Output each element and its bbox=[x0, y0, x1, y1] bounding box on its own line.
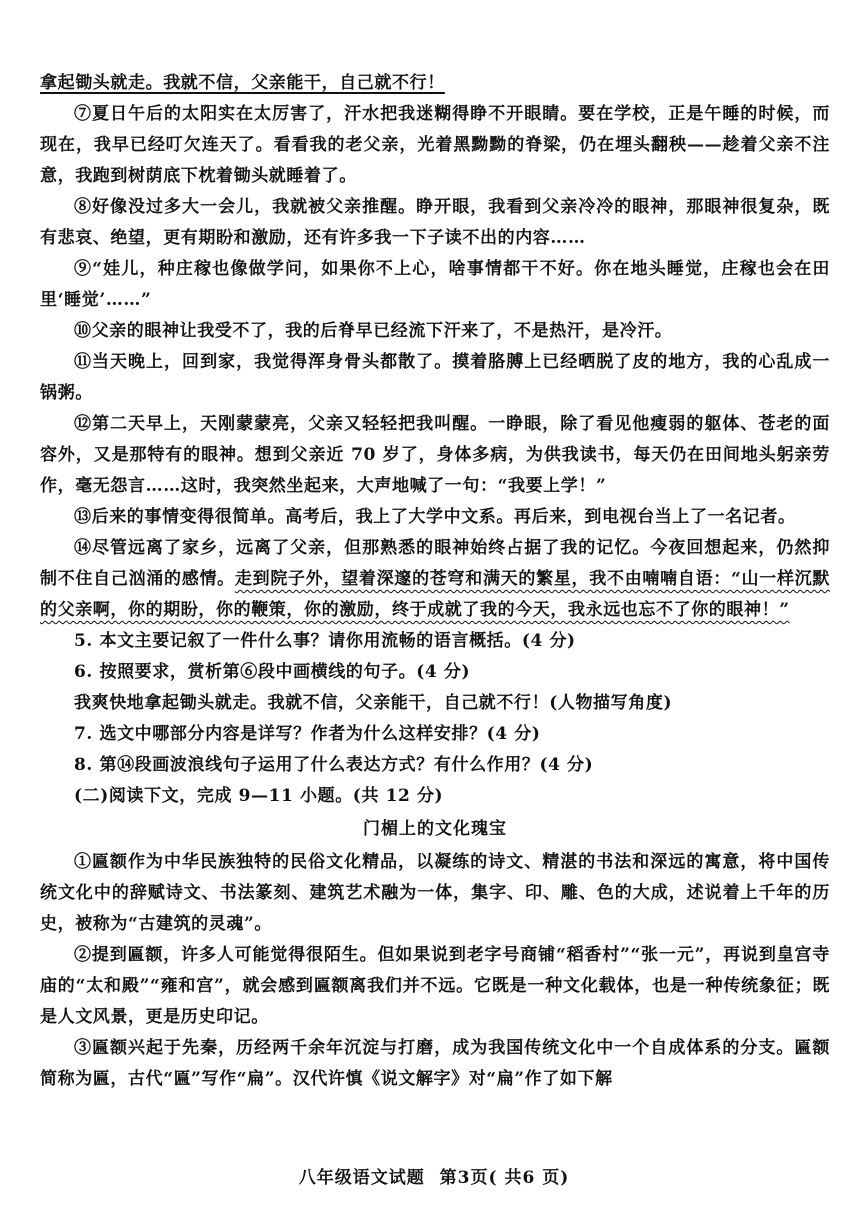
paragraph-14-start: ⑭尽管远离了家乡，远离了父亲，但那熟悉的眼神始终占据了我的记忆。今夜回想起来，仍然抑制不住自己汹涌的感情。 bbox=[40, 538, 830, 589]
paragraph-14-wavy-sentence: 走到院子外，望着深邃的苍穹和满天的繁星，我不由喃喃自语：“山一样沉默的父亲啊，你的期盼，你的鞭策，你的激励，终于成就了我的今天，我永远也忘不了你的眼神！” bbox=[40, 569, 830, 620]
page-footer bbox=[0, 1163, 868, 1188]
section-2-heading: (二)阅读下文，完成 9—11 小题。(共 12 分) bbox=[74, 786, 444, 806]
paragraph-8: ⑧好像没过多大一会儿，我就被父亲推醒。睁开眼，我看到父亲冷冷的眼神，那眼神很复杂，既有悲哀、绝望，更有期盼和激励，还有许多我一下子读不出的内容…… bbox=[40, 197, 830, 248]
paragraph-13: ⑬后来的事情变得很简单。高考后，我上了大学中文系。再后来，到电视台当上了一名记者。 bbox=[74, 507, 796, 527]
question-7: 7. 选文中哪部分内容是详写？作者为什么这样安排？(4 分) bbox=[74, 724, 541, 744]
paragraph-10: ⑩父亲的眼神让我受不了，我的后脊早已经流下汗来了，不是热汗，是冷汗。 bbox=[74, 321, 673, 341]
article-2-paragraph-2: ②提到匾额，许多人可能觉得很陌生。但如果说到老字号商铺“稻香村”“张一元”，再说到皇宫寺庙的“太和殿”“雍和宫”，就会感到匾额离我们并不远。它既是一种文化载体，也是一种传统象征；既是人文风景，更是历史印记。 bbox=[40, 945, 830, 1027]
paragraph-9: ⑨“娃儿，种庄稼也像做学问，如果你不上心，啥事情都干不好。你在地头睡觉，庄稼也会在田里‘睡觉’……” bbox=[40, 259, 830, 310]
question-5: 5. 本文主要记叙了一件什么事？请你用流畅的语言概括。(4 分) bbox=[74, 631, 576, 651]
paragraph-14 bbox=[40, 533, 830, 626]
paragraph-12: ⑫第二天早上，天刚蒙蒙亮，父亲又轻轻把我叫醒。一睁眼，除了看见他瘦弱的躯体、苍老的面容外，又是那特有的眼神。想到父亲近 70 岁了，身体多病，为供我读书，每天仍在田间地头躬亲劳作，毫无怨言……这时，我突然坐起来，大声地喊了一句：“我要上学！” bbox=[40, 414, 830, 496]
question-8: 8. 第⑭段画波浪线句子运用了什么表达方式？有什么作用？(4 分) bbox=[74, 755, 594, 775]
paragraph-11: ⑪当天晚上，回到家，我觉得浑身骨头都散了。摸着胳膊上已经晒脱了皮的地方，我的心乱成一锅粥。 bbox=[40, 352, 830, 403]
question-6-sentence: 我爽快地拿起锄头就走。我就不信，父亲能干，自己就不行！(人物描写角度) bbox=[74, 693, 673, 713]
article-2-paragraph-3: ③匾额兴起于先秦，历经两千余年沉淀与打磨，成为我国传统文化中一个自成体系的分支。匾额简称为匾，古代“匾”写作“扁”。汉代许慎《说文解字》对“扁”作了如下解 bbox=[40, 1038, 830, 1089]
footer-subject: 八年级语文试题 bbox=[298, 1168, 425, 1188]
question-6: 6. 按照要求，赏析第⑥段中画横线的句子。(4 分) bbox=[74, 662, 471, 682]
page-content bbox=[40, 68, 830, 1095]
paragraph-7: ⑦夏日午后的太阳实在太厉害了，汗水把我迷糊得睁不开眼睛。要在学校，正是午睡的时候，而现在，我早已经叮欠连天了。看看我的老父亲，光着黑黝黝的脊梁，仍在埋头翻秧——趁着父亲不注意，我跑到树荫底下枕着锄头就睡着了。 bbox=[40, 104, 830, 186]
article-2-title: 门楣上的文化瑰宝 bbox=[363, 819, 507, 839]
paragraph-6-end: 拿起锄头就走。我就不信，父亲能干，自己就不行！ bbox=[40, 73, 445, 93]
footer-page-number: 第3页( 共6 页) bbox=[439, 1168, 570, 1188]
article-2-paragraph-1: ①匾额作为中华民族独特的民俗文化精品，以凝练的诗文、精湛的书法和深远的寓意，将中国传统文化中的辞赋诗文、书法篆刻、建筑艺术融为一体，集字、印、雕、色的大成，述说着上千年的历史，被称为“古建筑的灵魂”。 bbox=[40, 852, 830, 934]
